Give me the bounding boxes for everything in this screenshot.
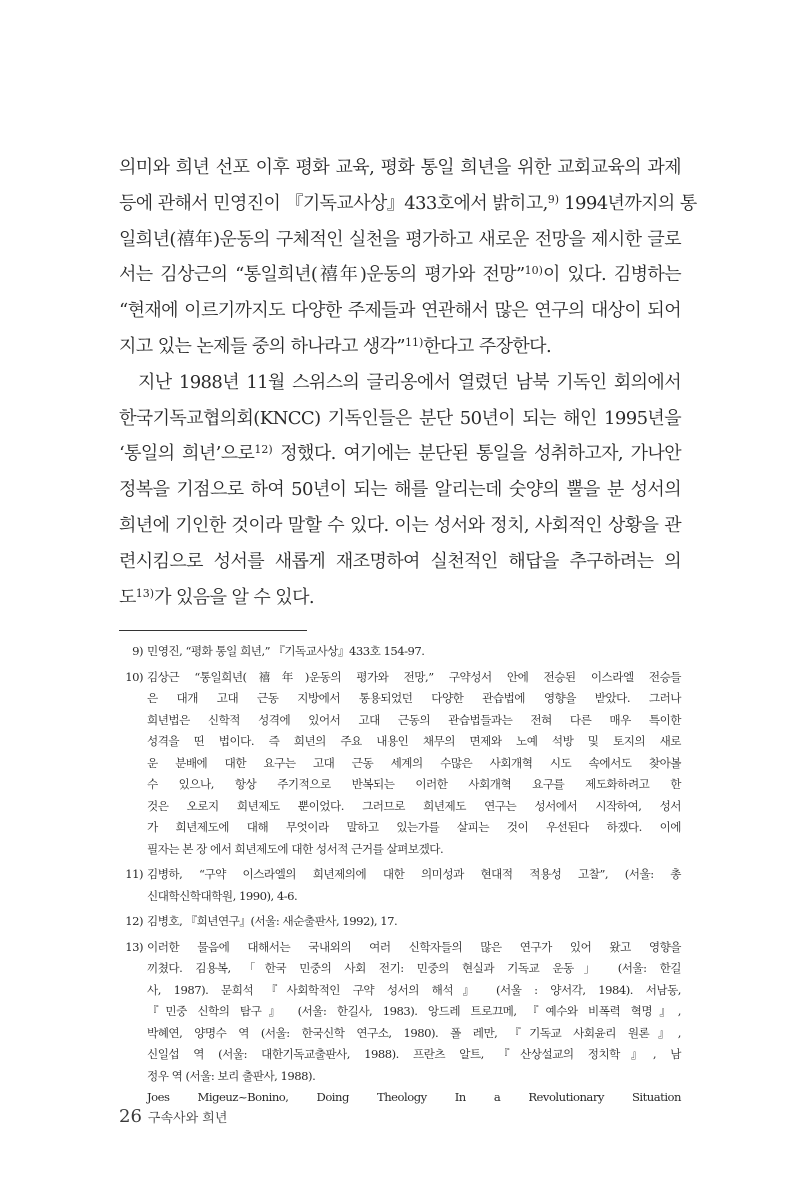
- body-line: 지난 1988년 11월 스위스의 글리옹에서 열렸던 남북 기독인 회의에서: [138, 371, 681, 393]
- footnote-11: [119, 864, 681, 907]
- footnote-line: 이러한 물음에 대해서는 국내외의 여러 신학자들의 많은 연구가 있어 왔고 영향을: [147, 939, 681, 954]
- footnote-line: 김병하, “구약 이스라엘의 희년제의에 대한 의미성과 현대적 적용성 고찰”, (서울: 총: [147, 867, 681, 881]
- footnote-line: 희년법은 신학적 성격에 있어서 고대 근동의 관습법들과는 전혀 다른 매우 특이한: [147, 712, 681, 727]
- footnote-number: 10): [125, 669, 143, 684]
- footnote-line: 김상근 “통일희년(禧年)운동의 평가와 전망,” 구약성서 안에 전승된 이스라엘 전승들: [147, 669, 681, 684]
- footnote-line: 김병호, 『희년연구』(서울: 새순출판사, 1992), 17.: [147, 914, 398, 928]
- footnote-number: 12): [125, 914, 143, 928]
- page-number: 26: [119, 1106, 142, 1127]
- body-text: [119, 150, 697, 615]
- footnote-ref: 11): [405, 335, 424, 349]
- footnote-13: [119, 937, 681, 1109]
- footnote-ref: 12): [254, 443, 273, 457]
- footnote-line: 민영진, “평화 통일 희년,” 『기독교사상』433호 154-97.: [147, 644, 425, 658]
- footnote-number: 9): [132, 644, 143, 658]
- footnote-line: 박혜연, 양명수 역 (서울: 한국신학 연구소, 1980). 폴 레만, 『기독교 사회윤리 원론』,: [147, 1025, 681, 1040]
- page-footer: [119, 1106, 227, 1127]
- footnote-line: 수 있으나, 항상 주기적으로 반복되는 이러한 사회개혁 요구를 제도화하려고 한: [147, 777, 681, 791]
- running-title: 구속사와 희년: [147, 1111, 228, 1126]
- footnote-ref: 13): [135, 586, 155, 600]
- footnote-line: 사, 1987). 문희석 『사회학적인 구약 성서의 해석』 (서울 : 양서각, 1984). 서남동,: [147, 982, 681, 997]
- footnote-line: 은 대개 고대 근동 지방에서 통용되었던 다양한 관습법에 영향을 받았다. 그러나: [147, 691, 681, 705]
- footnote-line: 끼쳤다. 김용복, 「한국 민중의 사회 전기: 민중의 현실과 기독교 운동」 (서울: 한길: [147, 961, 681, 975]
- body-line: 희년에 기인한 것이라 말할 수 있다. 이는 성서와 정치, 사회적인 상황을 관: [119, 514, 681, 536]
- body-line: 련시킴으로 성서를 새롭게 재조명하여 실천적인 해답을 추구하려는 의: [119, 550, 681, 572]
- footnote-ref: 9): [547, 192, 560, 206]
- body-line: “현재에 이르기까지도 다양한 주제들과 연관해서 많은 연구의 대상이 되어: [119, 300, 681, 322]
- footnote-line: 필자는 본 장 에서 희년제도에 대한 성서적 근거를 살펴보겠다.: [147, 841, 444, 856]
- footnote-12: [119, 911, 681, 933]
- footnote-number: 13): [125, 939, 143, 954]
- body-line: 서는 김상근의 “통일희년(禧年)운동의 평가와 전망”$^{10)}$이 있다. 김병하는: [119, 264, 681, 286]
- footnote-line: 것은 오로지 희년제도 뿐이었다. 그러므로 희년제도 연구는 성서에서 시작하여, 성서: [147, 798, 681, 813]
- footnote-number: 11): [125, 867, 143, 881]
- footnote-line: 정우 역 (서울: 보리 출판사, 1988).: [147, 1068, 316, 1083]
- footnote-ref: 10): [524, 264, 543, 278]
- body-line: 일희년(禧年)운동의 구체적인 실천을 평가하고 새로운 전망을 제시한 글로: [119, 228, 681, 250]
- footnote-separator: [119, 630, 307, 631]
- body-line: 정복을 기점으로 하여 50년이 되는 해를 알리는데 숫양의 뿔을 분 성서의: [119, 479, 681, 501]
- body-line: 등에 관해서 민영진이 『기독교사상』433호에서 밝히고,$^{9)}$ 1994년까지의 통: [119, 192, 697, 214]
- footnote-line: 성격을 띤 법이다. 즉 희년의 주요 내용인 채무의 면제와 노예 석방 및 토지의 새로: [147, 734, 681, 748]
- footnote-line: 신일섭 역 (서울: 대한기독교출판사, 1988). 프란츠 알트, 『산상설교의 정치학』, 남: [147, 1047, 681, 1061]
- footnotes: [119, 641, 681, 1109]
- footnote-9: [119, 641, 681, 663]
- footnote-line: 『민중 신학의 탐구』 (서울: 한길사, 1983). 앙드레 트로끄메, 『예수와 비폭력 혁명』,: [147, 1004, 681, 1018]
- footnote-10: [119, 667, 681, 861]
- footnote-line: 가 희년제도에 대해 무엇이라 말하고 있는가를 살피는 것이 우선된다 하겠다. 이에: [147, 820, 681, 834]
- body-line: ‘통일의 희년’으로$^{12)}$ 정했다. 여기에는 분단된 통일을 성취하고자, 가나안: [119, 443, 681, 465]
- footnote-line: 신대학신학대학원, 1990), 4-6.: [147, 888, 298, 903]
- footnote-line: Joes Migeuz~Bonino, Doing Theology In a Revolutionary Situation: [147, 1090, 681, 1104]
- body-line: 한국기독교협의회(KNCC) 기독인들은 분단 50년이 되는 해인 1995년을: [119, 407, 681, 429]
- body-line: 지고 있는 논제들 중의 하나라고 생각”$^{11)}$한다고 주장한다.: [119, 335, 552, 357]
- body-line: 의미와 희년 선포 이후 평화 교육, 평화 통일 희년을 위한 교회교육의 과제: [119, 157, 681, 178]
- body-line: 도$^{13)}$가 있음을 알 수 있다.: [119, 586, 315, 608]
- footnote-line: 운 분배에 대한 요구는 고대 근동 세계의 수많은 사회개혁 시도 속에서도 찾아볼: [147, 755, 681, 770]
